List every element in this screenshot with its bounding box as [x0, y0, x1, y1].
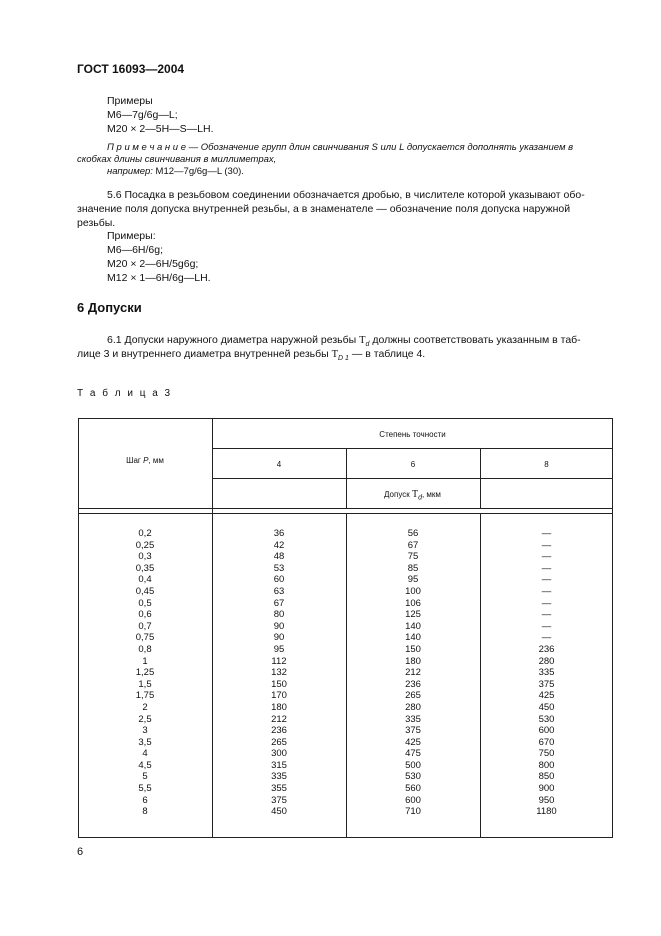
table-cell: 335	[271, 771, 287, 783]
table-cell: 4	[142, 748, 148, 760]
table-cell: 0,3	[138, 551, 152, 563]
header-text: Шаг	[126, 456, 144, 465]
table-cell: 425	[405, 736, 421, 748]
table-cell: 180	[405, 655, 421, 667]
table-cell: 150	[405, 643, 421, 655]
degree-column-header: 4	[276, 460, 282, 469]
table-cell: 106	[405, 597, 421, 609]
table-cell: 1,25	[135, 667, 155, 679]
tolerance-symbol: T	[331, 349, 339, 360]
section-title: 6 Допуски	[77, 300, 142, 315]
degree-4-column	[212, 528, 346, 818]
table-cell: 80	[273, 609, 285, 621]
table-cell: 1,5	[138, 678, 152, 690]
table-cell: 3,5	[138, 736, 152, 748]
table-cell: 2	[142, 701, 148, 713]
table-cell: 112	[271, 655, 287, 667]
para-text: — в таблице 4.	[348, 348, 426, 360]
table-cell: 0,4	[138, 574, 152, 586]
table-caption: Т а б л и ц а 3	[77, 388, 173, 399]
table-cell: 2,5	[138, 713, 152, 725]
table-cell: 375	[405, 725, 421, 737]
table-cell: 48	[273, 551, 285, 563]
example-line: M6—7g/6g—L;	[107, 109, 178, 121]
para-text: лице 3 и внутреннего диаметра внутренней резьбы	[77, 348, 332, 360]
table-cell: —	[541, 620, 552, 632]
table-cell: —	[541, 632, 552, 644]
table-cell: 0,6	[138, 609, 152, 621]
table-cell: 140	[405, 632, 421, 644]
table-cell: 1	[142, 655, 148, 667]
table-cell: 315	[271, 759, 287, 771]
table-cell: 42	[273, 539, 285, 551]
table-cell: —	[541, 528, 552, 539]
table-cell: —	[541, 597, 552, 609]
table-cell: 140	[405, 620, 421, 632]
table-divider	[212, 478, 613, 479]
table-cell: 750	[538, 748, 555, 760]
table-cell: 600	[538, 725, 555, 737]
tolerance-subscript: D 1	[338, 355, 349, 363]
table-cell: 3	[142, 725, 148, 737]
degree-header: Степень точности	[379, 430, 446, 439]
table-cell: 0,25	[135, 539, 155, 551]
table-cell: 236	[405, 678, 421, 690]
pitch-column	[78, 528, 212, 818]
table-cell: 450	[538, 701, 555, 713]
table-cell: 600	[405, 794, 421, 806]
table-cell: 236	[271, 725, 287, 737]
page-number: 6	[77, 846, 84, 858]
note-example-value: M12—7g/6g—L (30).	[152, 166, 244, 177]
table-cell: 236	[538, 643, 555, 655]
tolerance-subscript: d	[365, 341, 370, 349]
table-cell: 0,75	[135, 632, 155, 644]
table-cell: 132	[271, 667, 287, 679]
table-cell: 280	[538, 655, 555, 667]
note-example	[107, 166, 244, 178]
table-cell: —	[541, 562, 552, 574]
tolerance-header	[212, 489, 613, 502]
table-cell: 90	[273, 620, 285, 632]
header-text: , мм	[148, 456, 164, 465]
table-cell: 530	[538, 713, 555, 725]
table-cell: 280	[405, 701, 421, 713]
degree-6-column	[346, 528, 480, 818]
table-cell: 67	[273, 597, 285, 609]
pitch-symbol: P	[143, 456, 149, 465]
table-cell: 355	[271, 783, 287, 795]
table-cell: 500	[405, 759, 421, 771]
table-cell: 710	[405, 806, 421, 818]
table-cell: 560	[405, 783, 421, 795]
table-cell: 212	[405, 667, 421, 679]
note-lead: П р и м е ч а н и е	[107, 142, 186, 153]
examples-label: Примеры	[107, 95, 153, 107]
table-cell: —	[541, 585, 552, 597]
table-cell: 0,35	[135, 562, 155, 574]
table-cell: 95	[273, 643, 285, 655]
table-cell: 335	[538, 667, 555, 679]
table-cell: —	[541, 609, 552, 621]
table-cell: 950	[538, 794, 555, 806]
table-cell: 100	[405, 585, 421, 597]
table-cell: 60	[273, 574, 285, 586]
table-cell: 0,2	[138, 528, 152, 539]
table-divider	[212, 448, 613, 449]
table-cell: 95	[407, 574, 419, 586]
table-cell: 4,5	[138, 759, 152, 771]
table-cell: 6	[142, 794, 148, 806]
table-cell: 36	[273, 528, 285, 539]
table-cell: 900	[538, 783, 555, 795]
table-cell: 450	[271, 806, 287, 818]
table-cell: 375	[271, 794, 287, 806]
note-line-2: скобках длины свинчивания в миллиметрах,	[77, 154, 277, 165]
table-cell: —	[541, 539, 552, 551]
table-cell: 0,7	[138, 620, 152, 632]
para-5-6-line-1: 5.6 Посадка в резьбовом соединении обозначается дробью, в числителе которой указывают обо-	[107, 189, 585, 201]
para-5-6-line-2: значение поля допуска внутренней резьбы, а в знаменателе — обозначение поля допуска наружной	[77, 203, 571, 215]
degree-column-header: 6	[410, 460, 416, 469]
degree-8-column	[480, 528, 613, 818]
tolerance-symbol: T	[411, 489, 419, 500]
table-cell: 1180	[536, 806, 557, 818]
table-cell: 265	[405, 690, 421, 702]
table-cell: 0,8	[138, 643, 152, 655]
example-line: M12 × 1—6H/6g—LH.	[107, 272, 211, 284]
table-cell: 850	[538, 771, 555, 783]
example-line: M20 × 2—5H—S—LH.	[107, 123, 214, 135]
table-divider	[78, 508, 613, 509]
table-cell: 670	[538, 736, 555, 748]
table-cell: 56	[407, 528, 419, 539]
table-cell: 85	[407, 562, 419, 574]
note-line-1	[107, 142, 573, 154]
header-text: , мкм	[421, 490, 441, 499]
note-text: — Обозначение групп длин свинчивания S или L допускается дополнять указанием в	[186, 142, 574, 153]
example-line: M6—6H/6g;	[107, 244, 164, 256]
table-cell: 180	[271, 701, 287, 713]
table-cell: 0,5	[138, 597, 152, 609]
table-cell: 530	[405, 771, 421, 783]
table-cell: 170	[271, 690, 287, 702]
table-cell: —	[541, 551, 552, 563]
table-cell: 53	[273, 562, 285, 574]
table-cell: 300	[271, 748, 287, 760]
para-5-6-line-3: резьбы.	[77, 217, 116, 229]
table-cell: 90	[273, 632, 285, 644]
table-cell: 0,45	[135, 585, 155, 597]
table-cell: 5	[142, 771, 148, 783]
examples-label: Примеры:	[107, 230, 156, 242]
note-example-lead: например:	[107, 166, 153, 177]
table-divider	[78, 513, 613, 514]
table-cell: 63	[273, 585, 285, 597]
table-cell: 375	[538, 678, 555, 690]
table-cell: 125	[405, 609, 421, 621]
table-cell: 212	[271, 713, 287, 725]
table-cell: 425	[538, 690, 555, 702]
table-cell: 335	[405, 713, 421, 725]
table-cell: 265	[271, 736, 287, 748]
para-6-1-line-2	[77, 347, 425, 366]
table-cell: 800	[538, 759, 555, 771]
para-text: 6.1 Допуски наружного диаметра наружной резьбы	[107, 334, 360, 346]
para-text: должны соответствовать указанным в таб-	[369, 334, 581, 346]
degree-column-header: 8	[544, 460, 549, 469]
pitch-header	[78, 456, 212, 465]
table-cell: 5,5	[138, 783, 152, 795]
table-cell: 75	[407, 551, 419, 563]
table-cell: 475	[405, 748, 421, 760]
document-code: ГОСТ 16093—2004	[77, 62, 185, 76]
example-line: M20 × 2—6H/5g6g;	[107, 258, 199, 270]
table-cell: 67	[407, 539, 419, 551]
tolerance-subscript: d	[418, 494, 422, 502]
tolerance-symbol: T	[359, 335, 366, 346]
table-cell: 1,75	[135, 690, 155, 702]
table-cell: 8	[142, 806, 148, 818]
table-cell: —	[541, 574, 552, 586]
table-cell: 150	[271, 678, 287, 690]
header-text: Допуск	[384, 490, 412, 499]
